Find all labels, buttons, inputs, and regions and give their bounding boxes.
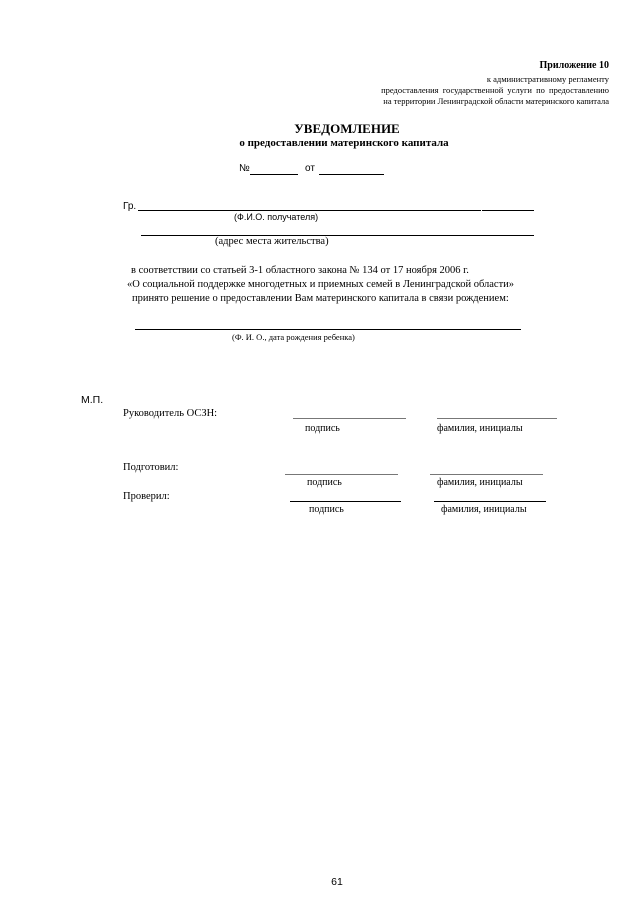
head-label: Руководитель ОСЗН: [123, 408, 218, 419]
child-info-line [135, 329, 521, 330]
date-from-label: от [305, 163, 315, 174]
prepared-label: Подготовил: [123, 462, 179, 473]
notice-title: УВЕДОМЛЕНИЕ [294, 121, 400, 136]
body-text-line-3: принято решение о предоставлении Вам материнского капитала в связи рождением: [132, 293, 509, 304]
notice-subtitle: о предоставлении материнского капитала [239, 137, 449, 149]
appendix-line-3: на территории Ленинградской области материнского капитала [383, 96, 609, 106]
recipient-name-caption: (Ф.И.О. получателя) [234, 212, 319, 222]
head-signature-caption: подпись [305, 423, 340, 434]
checked-name-caption: фамилия, инициалы [441, 504, 527, 515]
recipient-name-line [138, 210, 481, 211]
prepared-signature-line [285, 474, 398, 475]
checked-label: Проверил: [123, 491, 170, 502]
stamp-label: М.П. [81, 394, 104, 406]
page-number: 61 [331, 876, 343, 888]
checked-signature-line [290, 501, 401, 502]
recipient-name-line-ext [482, 210, 534, 211]
checked-signature-caption: подпись [309, 504, 344, 515]
head-name-line [437, 418, 557, 419]
prepared-name-caption: фамилия, инициалы [437, 477, 523, 488]
prepared-signature-caption: подпись [307, 477, 342, 488]
address-line [141, 235, 534, 236]
body-text-line-1: в соответствии со статьей 3-1 областного закона № 134 от 17 ноября 2006 г. [131, 265, 469, 276]
body-text-line-2: «О социальной поддержке многодетных и приемных семей в Ленинградской области» [127, 279, 515, 290]
checked-name-line [434, 501, 546, 502]
prepared-name-line [430, 474, 543, 475]
appendix-line-1: к административному регламенту [486, 74, 609, 84]
address-caption: (адрес места жительства) [215, 236, 329, 247]
number-line [250, 174, 298, 175]
recipient-prefix: Гр. [123, 201, 137, 212]
head-signature-line [293, 418, 406, 419]
head-name-caption: фамилия, инициалы [437, 423, 523, 434]
appendix-line-2: предоставления государственной услуги по предоставлению [381, 85, 609, 95]
date-line [319, 174, 384, 175]
child-info-caption: (Ф. И. О., дата рождения ребенка) [232, 332, 355, 342]
number-label: № [239, 163, 250, 174]
appendix-title: Приложение 10 [539, 60, 609, 71]
